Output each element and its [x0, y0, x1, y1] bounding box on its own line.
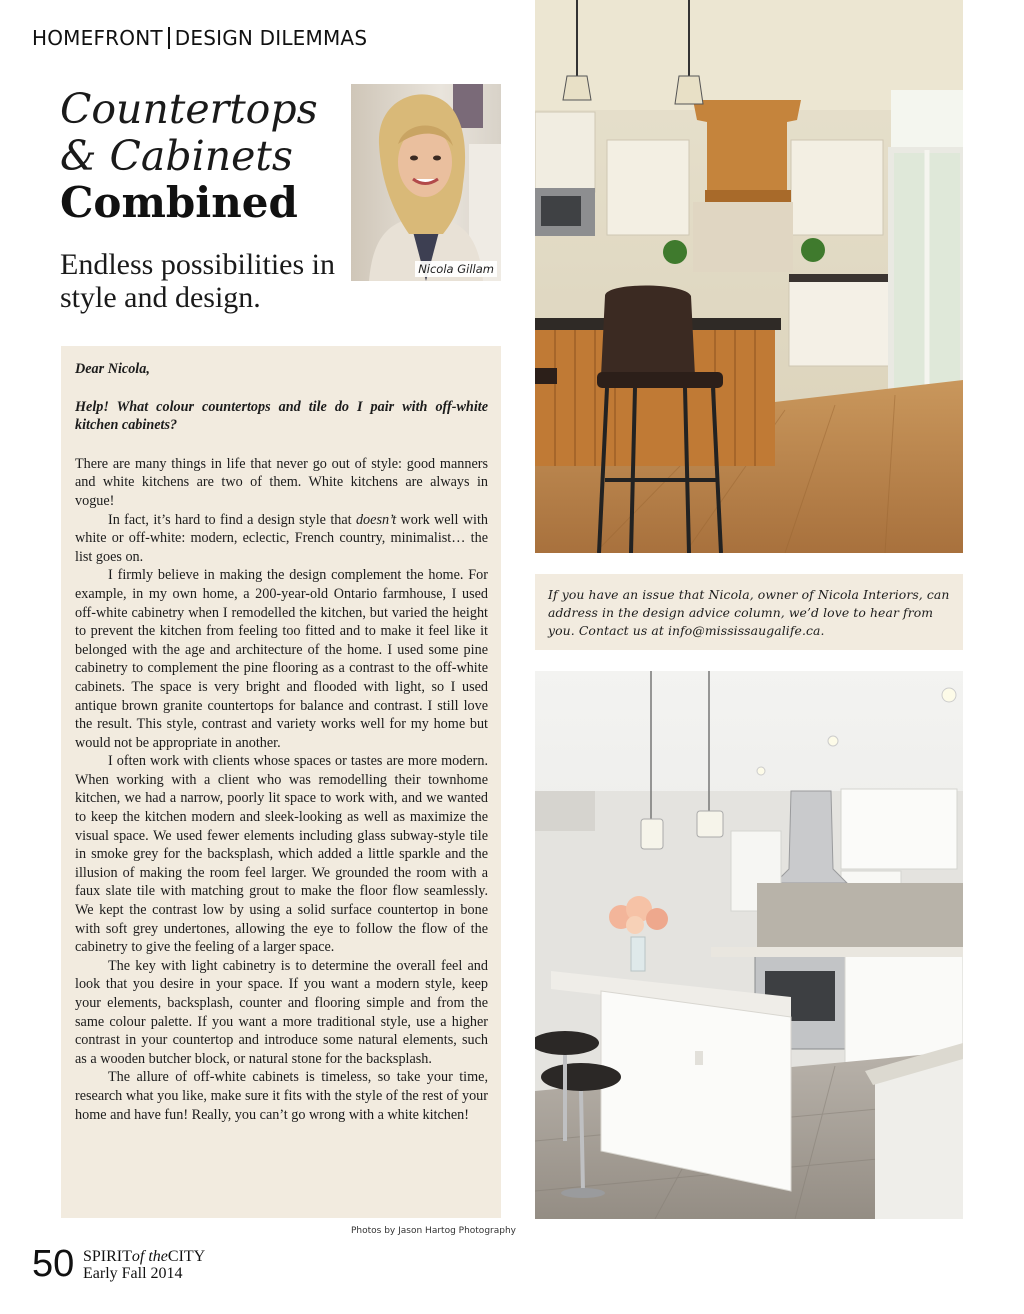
page-number: 50 [32, 1243, 75, 1285]
letter-question: Help! What colour countertops and tile do I pair with off-white kitchen cabinets? [75, 398, 488, 434]
portrait-image [351, 84, 501, 281]
answer-text: work well with white or off-white: modern, eclectic, French country, minimalist… the list goes on. [75, 511, 489, 565]
issue-date: Early Fall 2014 [83, 1265, 183, 1282]
pub-of-the: of the [131, 1248, 168, 1265]
letter-salutation: Dear Nicola, [75, 361, 150, 377]
section-label: HOMEFRONT [32, 26, 163, 50]
pub-city: CITY [167, 1248, 206, 1265]
contact-info-text: If you have an issue that Nicola, owner of Nicola Interiors, can address in the design advice column, we’d love to hear from you. Contact us at info@mississaugalife.ca. [548, 587, 950, 638]
answer-paragraph: I often work with clients whose spaces or tastes are more modern. When working with a client who was remodelling their townhome kitchen, we had a narrow, poorly lit space to work with, and we wanted to keep the kitchen modern and sleek-looking as well as maximize the visual space. We used fewer elements including glass subway-style tile in smoke grey for the backsplash, which added a little sparkle and the illusion of making the room feel larger. We grounded the room with a faux slate tile with matching grout to make the floor flow seamlessly. We kept the contrast low by using a solid surface countertop in bone with soft grey undertones, allowing the eye to follow the flow of the cabinetry to give the feeling of a larger space. [75, 753, 488, 956]
answer-paragraph: The key with light cabinetry is to determine the overall feel and look that you desire in your space. If you want a modern style, keep your elements, backsplash, counter and flooring simple and from the same colour palette. If you want a more traditional style, use a higher contrast in your countertop and introduce some natural elements, such as a wooden butcher block, or natural stone for the backsplash. [75, 957, 488, 1067]
section-header [32, 26, 367, 50]
subsection-label: DESIGN DILEMMAS [174, 26, 368, 50]
pub-spirit: SPIRIT [83, 1248, 132, 1265]
publication-name [83, 1248, 205, 1265]
answer-paragraph [75, 511, 488, 567]
title-line-1: Countertops [60, 85, 318, 133]
answer-text: In fact, it’s hard to find a design style that [108, 511, 356, 528]
article-subtitle: Endless possibilities in style and design. [60, 248, 336, 314]
header-divider [168, 27, 170, 49]
author-portrait [351, 84, 501, 281]
title-line-2: & Cabinets [60, 132, 293, 180]
kitchen-photo-farmhouse [535, 0, 963, 553]
answer-emphasis: doesn’t [355, 511, 397, 528]
photo-credit: Photos by Jason Hartog Photography [351, 1226, 516, 1236]
portrait-caption: Nicola Gillam [415, 261, 497, 277]
answer-paragraph: I firmly believe in making the design complement the home. For example, in my own home, a 200-year-old Ontario farmhouse, I used off-white cabinetry when I remodelled the kitchen, but varied the height to prevent the kitchen from feeling too fitted and to make it feel like it belonged with the age and architecture of the home. I used some pine cabinetry to complement the pine flooring as a contrast to the off-white cabinets. The space is very bright and flooded with light, so I used antique brown granite countertops for balance and contrast. I still love the result. This style, contrast and variety works well for my home but would not be appropriate in another. [75, 567, 488, 751]
title-line-3: Combined [60, 178, 298, 227]
letter-box [61, 346, 501, 1218]
article-title [60, 86, 350, 226]
publication-footer [83, 1248, 205, 1282]
kitchen-photo-modern [535, 671, 963, 1219]
answer-paragraph: There are many things in life that never go out of style: good manners and white kitchens are two of them. White kitchens are always in vogue! [75, 455, 488, 509]
answer-paragraph: The allure of off-white cabinets is timeless, so take your time, research what you like, make sure it fits with the style of the rest of your home and have fun! Really, you can’t go wrong with a white kitchen! [75, 1069, 488, 1123]
letter-text [75, 360, 488, 1124]
contact-info-box [535, 574, 963, 650]
